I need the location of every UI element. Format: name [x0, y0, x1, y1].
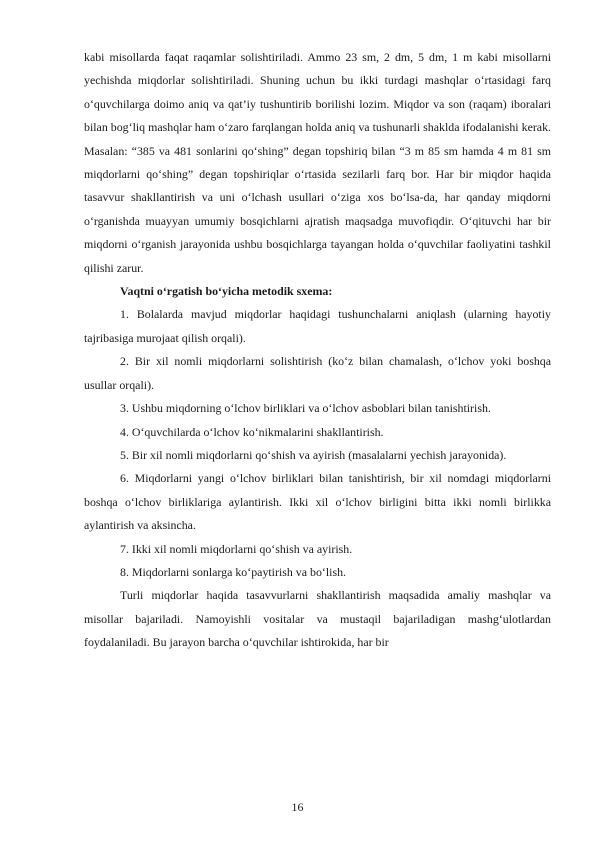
list-item: 3. Ushbu miqdorning o‘lchov birliklari va o‘lchov asboblari bilan tanishtirish.	[120, 401, 491, 416]
closing-paragraph: Turli miqdorlar haqida tasavvurlarni shakllantirish maqsadida amaliy mashqlar va misollar bajariladi. Namoyishli vositalar va mustaqil bajariladigan mashg‘ulotlardan foydalaniladi. Bu jarayon barcha o‘quvchilar ishtirokida, har bir	[84, 588, 551, 650]
list-item: 7. Ikki xil nomli miqdorlarni qo‘shish va ayirish.	[120, 541, 353, 556]
section-heading: Vaqtni o‘rgatish bo‘yicha metodik sxema:	[120, 284, 333, 299]
list-item: 1. Bolalarda mavjud miqdorlar haqidagi tushunchalarni aniqlash (ularning hayotiy tajribasiga murojaat qilish orqali).	[84, 307, 551, 345]
document-page	[84, 46, 551, 655]
list-item: 6. Miqdorlarni yangi o‘lchov birliklari bilan tanishtirish, bir xil nomdagi miqdorlarni boshqa o‘lchov birliklariga aylantirish. Ikki xil o‘lchov birligini bitta ikki nomli birlikka aylantirish va aksincha.	[84, 471, 551, 533]
list-item: 2. Bir xil nomli miqdorlarni solishtirish (ko‘z bilan chamalash, o‘lchov yoki boshqa usullar orqali).	[84, 354, 551, 392]
page-number: 16	[291, 800, 304, 814]
list-item: 8. Miqdorlarni sonlarga ko‘paytirish va bo‘lish.	[120, 564, 346, 579]
list-item: 5. Bir xil nomli miqdorlarni qo‘shish va ayirish (masalalarni yechish jarayonida).	[120, 447, 507, 462]
list-item: 4. O‘quvchilarda o‘lchov ko‘nikmalarini shakllantirish.	[120, 424, 384, 439]
intro-paragraph: kabi misollarda faqat raqamlar solishtiriladi. Ammo 23 sm, 2 dm, 5 dm, 1 m kabi misollarni yechishda miqdorlar solishtiriladi. Shuning uchun bu ikki turdagi mashqlar o‘rtasidagi farq o‘quvchilarga doimo aniq va qat’iy tushuntirib borilishi lozim. Miqdor va son (raqam) iboralari bilan bog‘liq mashqlar ham o‘zaro farqlangan holda aniq va tushunarli shaklda ifodalanishi kerak. Masalan: “385 va 481 sonlarini qo‘shing” degan topshiriq bilan “3 m 85 sm hamda 4 m 81 sm miqdorlarni qo‘shing” degan topshiriqlar o‘rtasida sezilarli farq bor. Har bir miqdor haqida tasavvur shakllantirish va uni o‘lchash usullari o‘ziga xos bo‘lsa-da, har qanday miqdorni o‘rganishda muayyan umumiy bosqichlarni ajratish maqsadga muvofiqdir. O‘qituvchi har bir miqdorni o‘rganish jarayonida ushbu bosqichlarga tayangan holda o‘quvchilar faoliyatini tashkil qilishi zarur.	[84, 50, 551, 275]
